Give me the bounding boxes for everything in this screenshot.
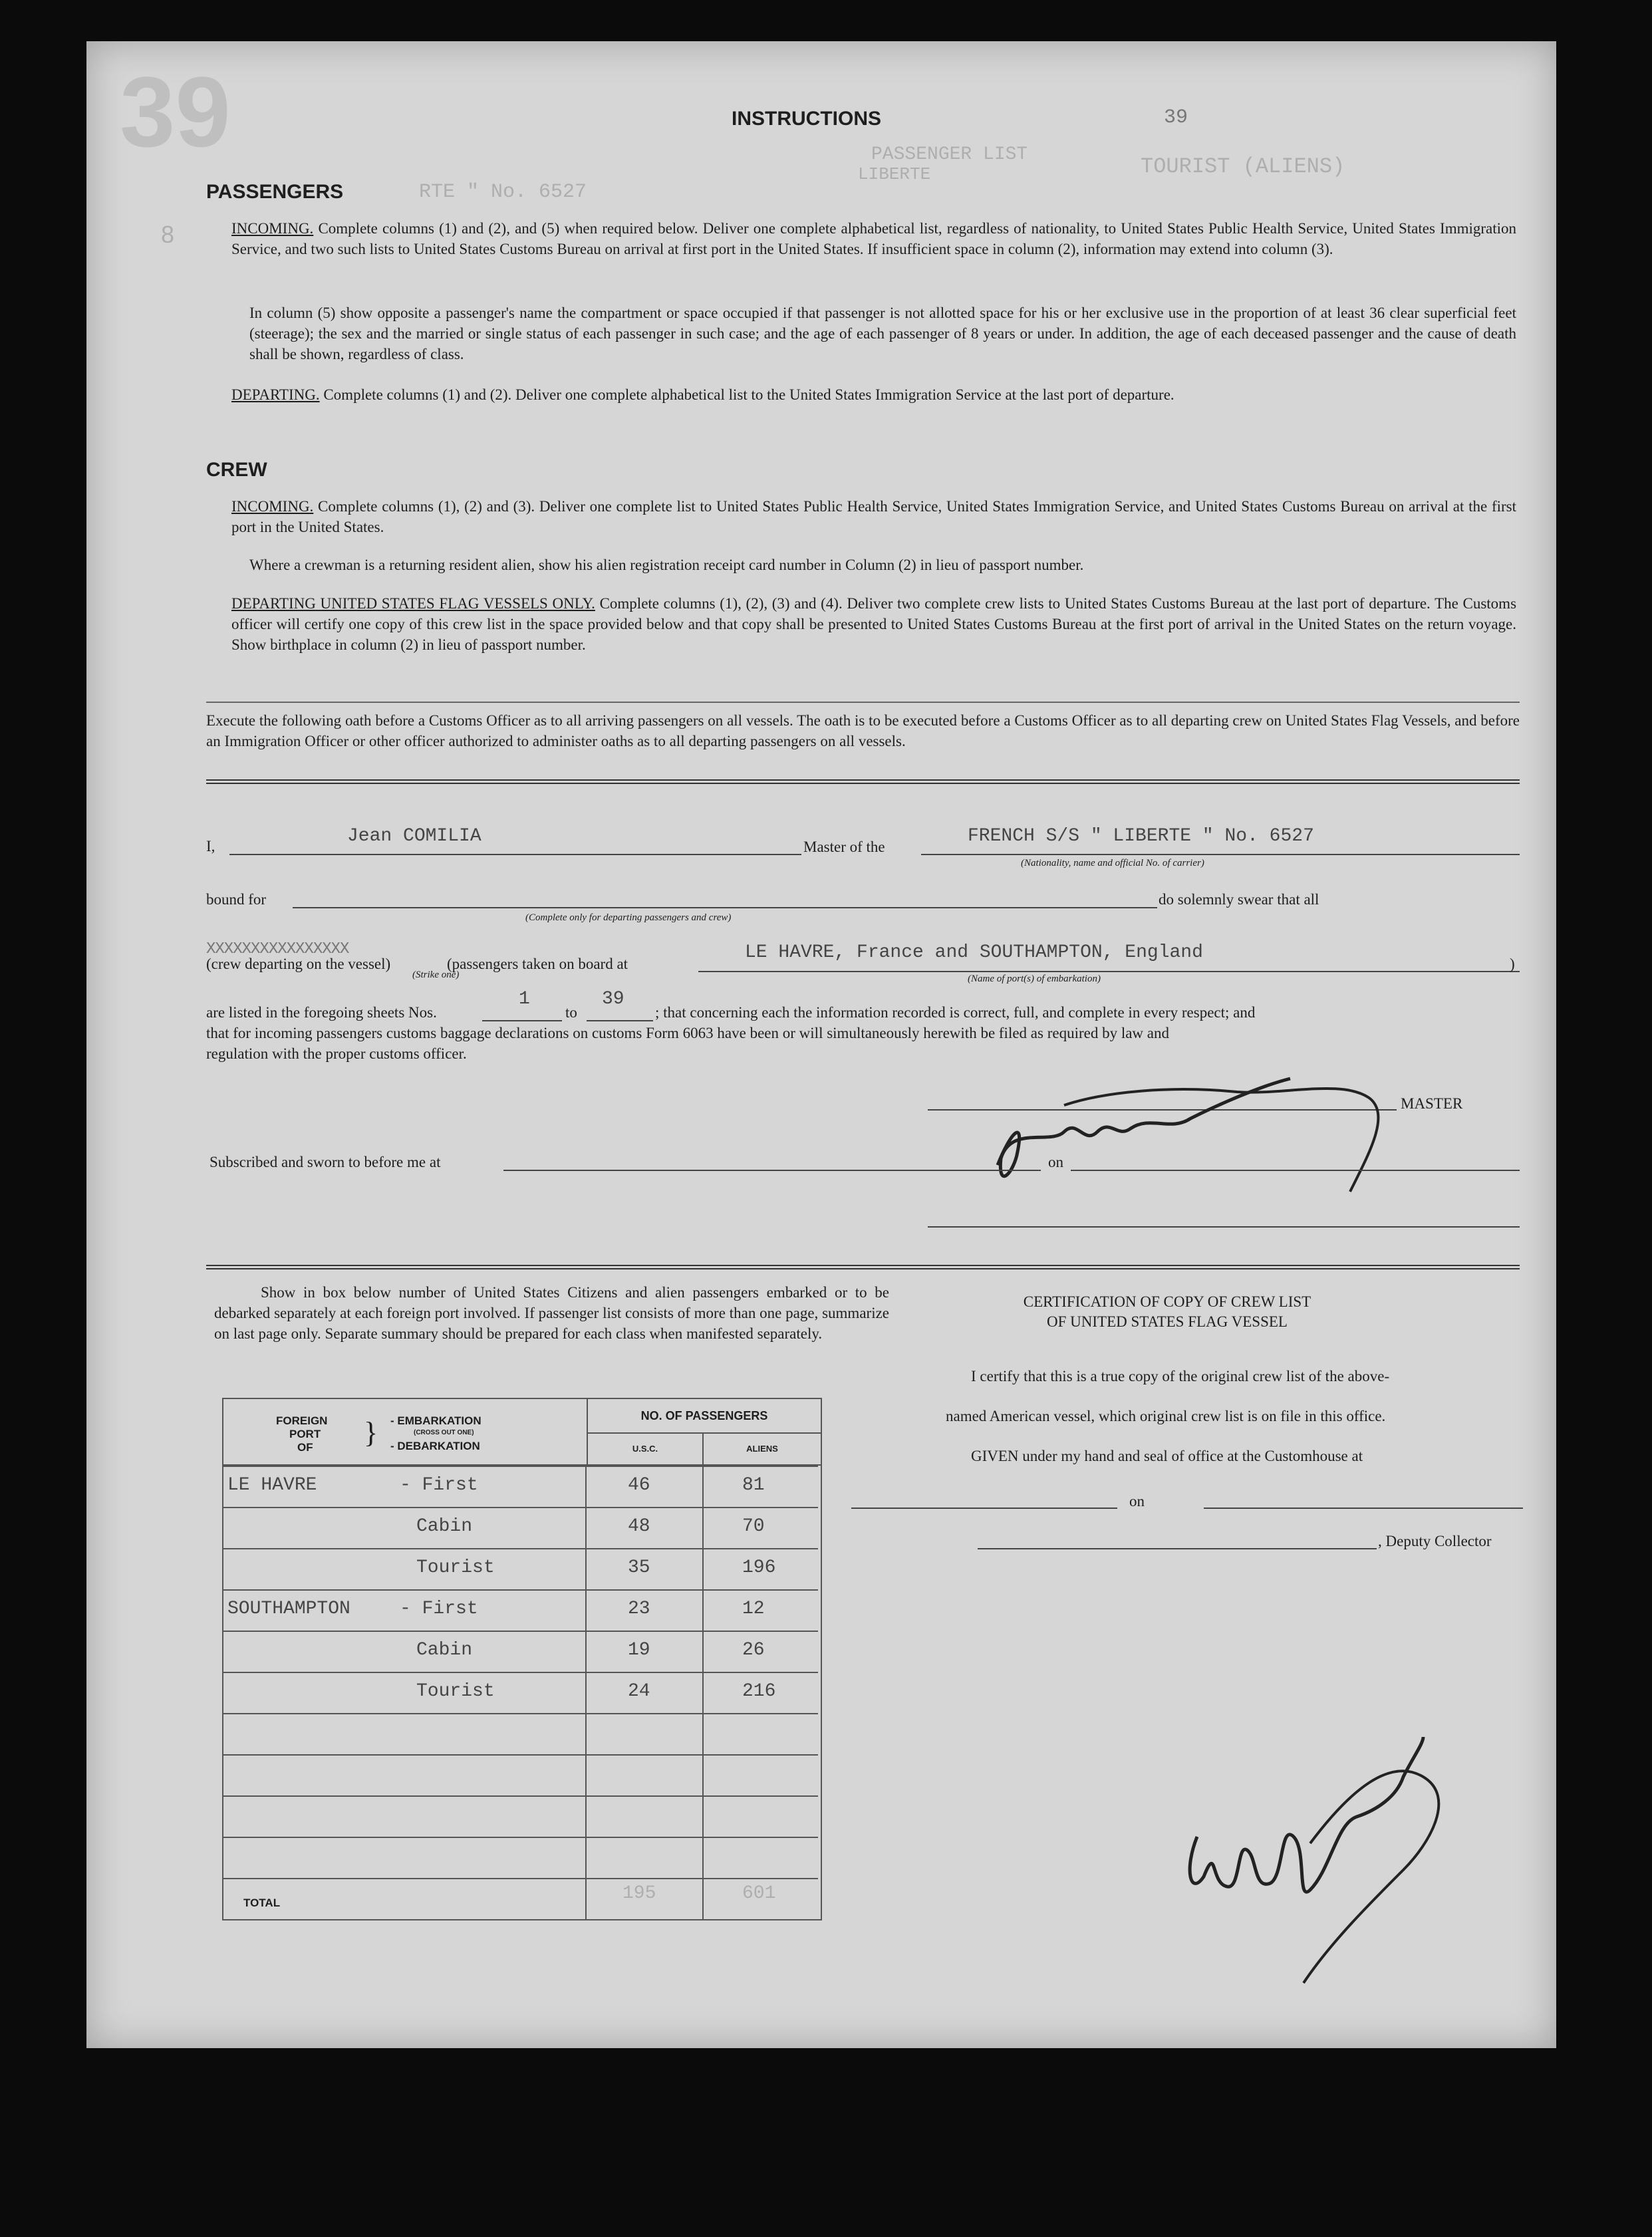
- master-label: MASTER: [1401, 1095, 1463, 1112]
- subscribed-date-line: [1071, 1170, 1520, 1171]
- master-name-value: Jean COMILIA: [347, 826, 482, 847]
- crew-departing-option: (crew departing on the vessel): [206, 956, 391, 972]
- double-divider-2: [206, 1265, 1520, 1269]
- header-of: OF: [297, 1441, 313, 1454]
- subscribed-on-label: on: [1048, 1154, 1063, 1170]
- cert-place-line: [851, 1508, 1117, 1509]
- header-debarkation: - DEBARKATION: [390, 1440, 480, 1452]
- margin-side-number: 8: [161, 221, 175, 248]
- header-no-passengers: NO. OF PASSENGERS: [640, 1409, 768, 1422]
- vessel-caption: (Nationality, name and official No. of carrier): [1021, 858, 1204, 868]
- margin-stamp-number: 39: [120, 56, 231, 168]
- faint-class-label: TOURIST (ALIENS): [1141, 154, 1345, 179]
- row-class: Cabin: [416, 1516, 473, 1537]
- passengers-incoming-text: Complete columns (1) and (2), and (5) when required below. Deliver one complete alphabetical list, regardless of nationality, to United States Public Health Service, United States Immigration Service, and two such lists to United States Customs Bureau on arrival at first port in the United States. If insufficient space in column (2), information may extend into column (3).: [231, 220, 1517, 257]
- passengers-incoming-paragraph: [231, 218, 1516, 259]
- crew-departing-text: Complete columns (1), (2), (3) and (4). Deliver two complete crew lists to United States Customs Bureau at the last port of departure. The Customs officer will certify one copy of this crew list in the space provided below and that copy shall be presented to United States Customs Bureau at the first port of arrival in the United States on the return voyage. Show birthplace in column (2) in lieu of passport number.: [231, 595, 1517, 653]
- row-usc: 19: [628, 1640, 650, 1660]
- vessel-line: [921, 854, 1520, 855]
- crew-departing-label: DEPARTING UNITED STATES FLAG VESSELS ONLY.: [231, 595, 595, 612]
- subscribed-label: Subscribed and sworn to before me at: [209, 1154, 441, 1170]
- table-row: [223, 1837, 818, 1879]
- ports-line: [698, 971, 1520, 972]
- sheet-to-value: 39: [602, 989, 624, 1009]
- table-row: [223, 1795, 818, 1838]
- strike-caption: (Strike one): [412, 970, 460, 980]
- row-usc: 48: [628, 1516, 650, 1537]
- deputy-label: , Deputy Collector: [1378, 1533, 1492, 1549]
- table-header-passengers: [587, 1398, 821, 1465]
- table-column-divider: [702, 1466, 704, 1919]
- deputy-line: [978, 1548, 1377, 1549]
- row-aliens: 70: [742, 1516, 765, 1537]
- row-usc: 24: [628, 1681, 650, 1702]
- bound-for-label: bound for: [206, 891, 267, 908]
- document-page: [86, 41, 1556, 2048]
- faint-number-label: RTE " No. 6527: [419, 181, 587, 203]
- row-class: - First: [400, 1599, 478, 1619]
- sheet-from-value: 1: [519, 989, 530, 1009]
- row-usc: 23: [628, 1599, 650, 1619]
- total-usc: 195: [622, 1883, 656, 1904]
- cert-title-2: OF UNITED STATES FLAG VESSEL: [1047, 1313, 1288, 1330]
- row-port: SOUTHAMPTON: [227, 1599, 350, 1619]
- total-label: TOTAL: [243, 1897, 281, 1909]
- row-aliens: 216: [742, 1681, 776, 1702]
- swear-label: do solemnly swear that all: [1159, 891, 1319, 908]
- header-usc: U.S.C.: [588, 1434, 704, 1464]
- table-row: [223, 1548, 818, 1591]
- page-title: INSTRUCTIONS: [732, 108, 881, 130]
- cert-title-1: CERTIFICATION OF COPY OF CREW LIST: [1023, 1293, 1311, 1310]
- bound-for-line: [293, 907, 1157, 908]
- row-class: Tourist: [416, 1557, 495, 1578]
- row-aliens: 81: [742, 1475, 765, 1496]
- to-label: to: [565, 1004, 577, 1021]
- passengers-departing-text: Complete columns (1) and (2). Deliver one complete alphabetical list to the United States Immigration Service at the last port of departure.: [323, 386, 1174, 403]
- collector-signature: [1111, 1624, 1483, 1996]
- row-aliens: 12: [742, 1599, 765, 1619]
- row-port: LE HAVRE: [227, 1475, 317, 1496]
- row-class: Tourist: [416, 1681, 495, 1702]
- struck-text: XXXXXXXXXXXXXXXX: [206, 940, 349, 958]
- officer-line: [928, 1226, 1520, 1228]
- oath-i-label: I,: [206, 838, 215, 855]
- passenger-summary-table: [222, 1398, 822, 1920]
- ports-value: LE HAVRE, France and SOUTHAMPTON, England: [745, 942, 1203, 963]
- vessel-value: FRENCH S/S " LIBERTE " No. 6527: [968, 826, 1314, 847]
- master-name-line: [229, 854, 801, 855]
- column5-paragraph: In column (5) show opposite a passenger's name the compartment or space occupied if that passenger is not allotted space for his or her exclusive use in the proportion of at least 36 clear superficial feet (steerage); the sex and the married or single status of each passenger in such case; and the age of each passenger of 8 years or under. In addition, the age of each deceased passenger and the cause of death shall be shown, regardless of class.: [249, 305, 1516, 362]
- bound-for-caption: (Complete only for departing passengers and crew): [525, 912, 732, 923]
- cert-line-1: I certify that this is a true copy of the original crew list of the above-: [971, 1368, 1390, 1384]
- crew-incoming-text: Complete columns (1), (2) and (3). Deliver one complete list to United States Public Health Service, United States Immigration Service, and United States Customs Bureau on arrival at the first port in the United States.: [231, 498, 1517, 535]
- close-paren: ): [1510, 956, 1515, 972]
- crew-resident-paragraph: Where a crewman is a returning resident alien, show his alien registration receipt card number in Column (2) in lieu of passport number.: [249, 557, 1084, 573]
- table-column-divider: [585, 1466, 587, 1919]
- double-divider: [206, 779, 1520, 784]
- table-row: [223, 1631, 818, 1673]
- table-row: [223, 1754, 818, 1797]
- passengers-departing-label: DEPARTING.: [231, 386, 320, 403]
- listed-label: are listed in the foregoing sheets Nos.: [206, 1004, 437, 1021]
- table-row: [223, 1507, 818, 1549]
- oath-intro: Execute the following oath before a Customs Officer as to all arriving passengers on all vessels. The oath is to be executed before a Customs Officer as to all departing crew on United States Flag Vessels, and before an Immigration Officer or other officer authorized to administer oaths as to all departing passengers on all vessels.: [206, 712, 1520, 749]
- row-aliens: 26: [742, 1640, 765, 1660]
- cert-line-2: named American vessel, which original crew list is on file in this office.: [946, 1408, 1386, 1424]
- row-usc: 46: [628, 1475, 650, 1496]
- sheet-from-line: [482, 1020, 562, 1021]
- faint-ship-label: LIBERTE: [858, 164, 931, 184]
- row-aliens: 196: [742, 1557, 776, 1578]
- cert-on-label: on: [1129, 1493, 1145, 1510]
- corner-number: 39: [1164, 106, 1188, 129]
- master-of-label: Master of the: [803, 839, 885, 855]
- header-foreign: FOREIGN: [276, 1414, 328, 1427]
- cert-date-line: [1204, 1508, 1523, 1509]
- listed-text-2: that for incoming passengers customs baggage declarations on customs Form 6063 have been or will simultaneously herewith be filed as required by law and: [206, 1025, 1170, 1041]
- sheet-to-line: [587, 1020, 653, 1021]
- faint-list-label: PASSENGER LIST: [871, 144, 1028, 165]
- table-body: [222, 1466, 822, 1920]
- header-cross-out: (CROSS OUT ONE): [414, 1429, 474, 1436]
- crew-incoming-label: INCOMING.: [231, 498, 314, 515]
- header-aliens: ALIENS: [746, 1444, 778, 1454]
- master-signature: [971, 1039, 1423, 1198]
- table-row: [223, 1878, 818, 1920]
- table-header-port: [223, 1398, 587, 1465]
- table-row: [223, 1672, 818, 1714]
- passengers-taken-label: (passengers taken on board at: [447, 956, 628, 972]
- summary-instructions: Show in box below number of United States Citizens and alien passengers embarked or to be debarked separately at each foreign port involved. If passenger list consists of more than one page, summarize on last page only. Separate summary should be prepared for each class when manifested separately.: [214, 1284, 889, 1342]
- passengers-departing-paragraph: [231, 384, 1516, 405]
- passengers-heading: PASSENGERS: [206, 181, 344, 203]
- cert-line-3: GIVEN under my hand and seal of office at the Customhouse at: [971, 1448, 1363, 1464]
- passengers-incoming-label: INCOMING.: [231, 220, 314, 237]
- header-embarkation: - EMBARKATION: [390, 1414, 482, 1427]
- divider: [206, 702, 1520, 703]
- row-usc: 35: [628, 1557, 650, 1578]
- crew-departing-paragraph: [231, 593, 1516, 655]
- listed-text-3: regulation with the proper customs officer.: [206, 1045, 467, 1062]
- subscribed-place-line: [503, 1170, 1041, 1171]
- row-class: - First: [400, 1475, 478, 1496]
- row-class: Cabin: [416, 1640, 473, 1660]
- header-port: PORT: [289, 1428, 321, 1440]
- listed-text-1: ; that concerning each the information recorded is correct, full, and complete in every respect; and: [655, 1004, 1256, 1021]
- ports-caption: (Name of port(s) of embarkation): [968, 974, 1101, 984]
- header-brace: }: [364, 1416, 378, 1449]
- crew-incoming-paragraph: [231, 496, 1516, 537]
- table-row: [223, 1713, 818, 1756]
- total-aliens: 601: [742, 1883, 776, 1904]
- crew-heading: CREW: [206, 459, 267, 481]
